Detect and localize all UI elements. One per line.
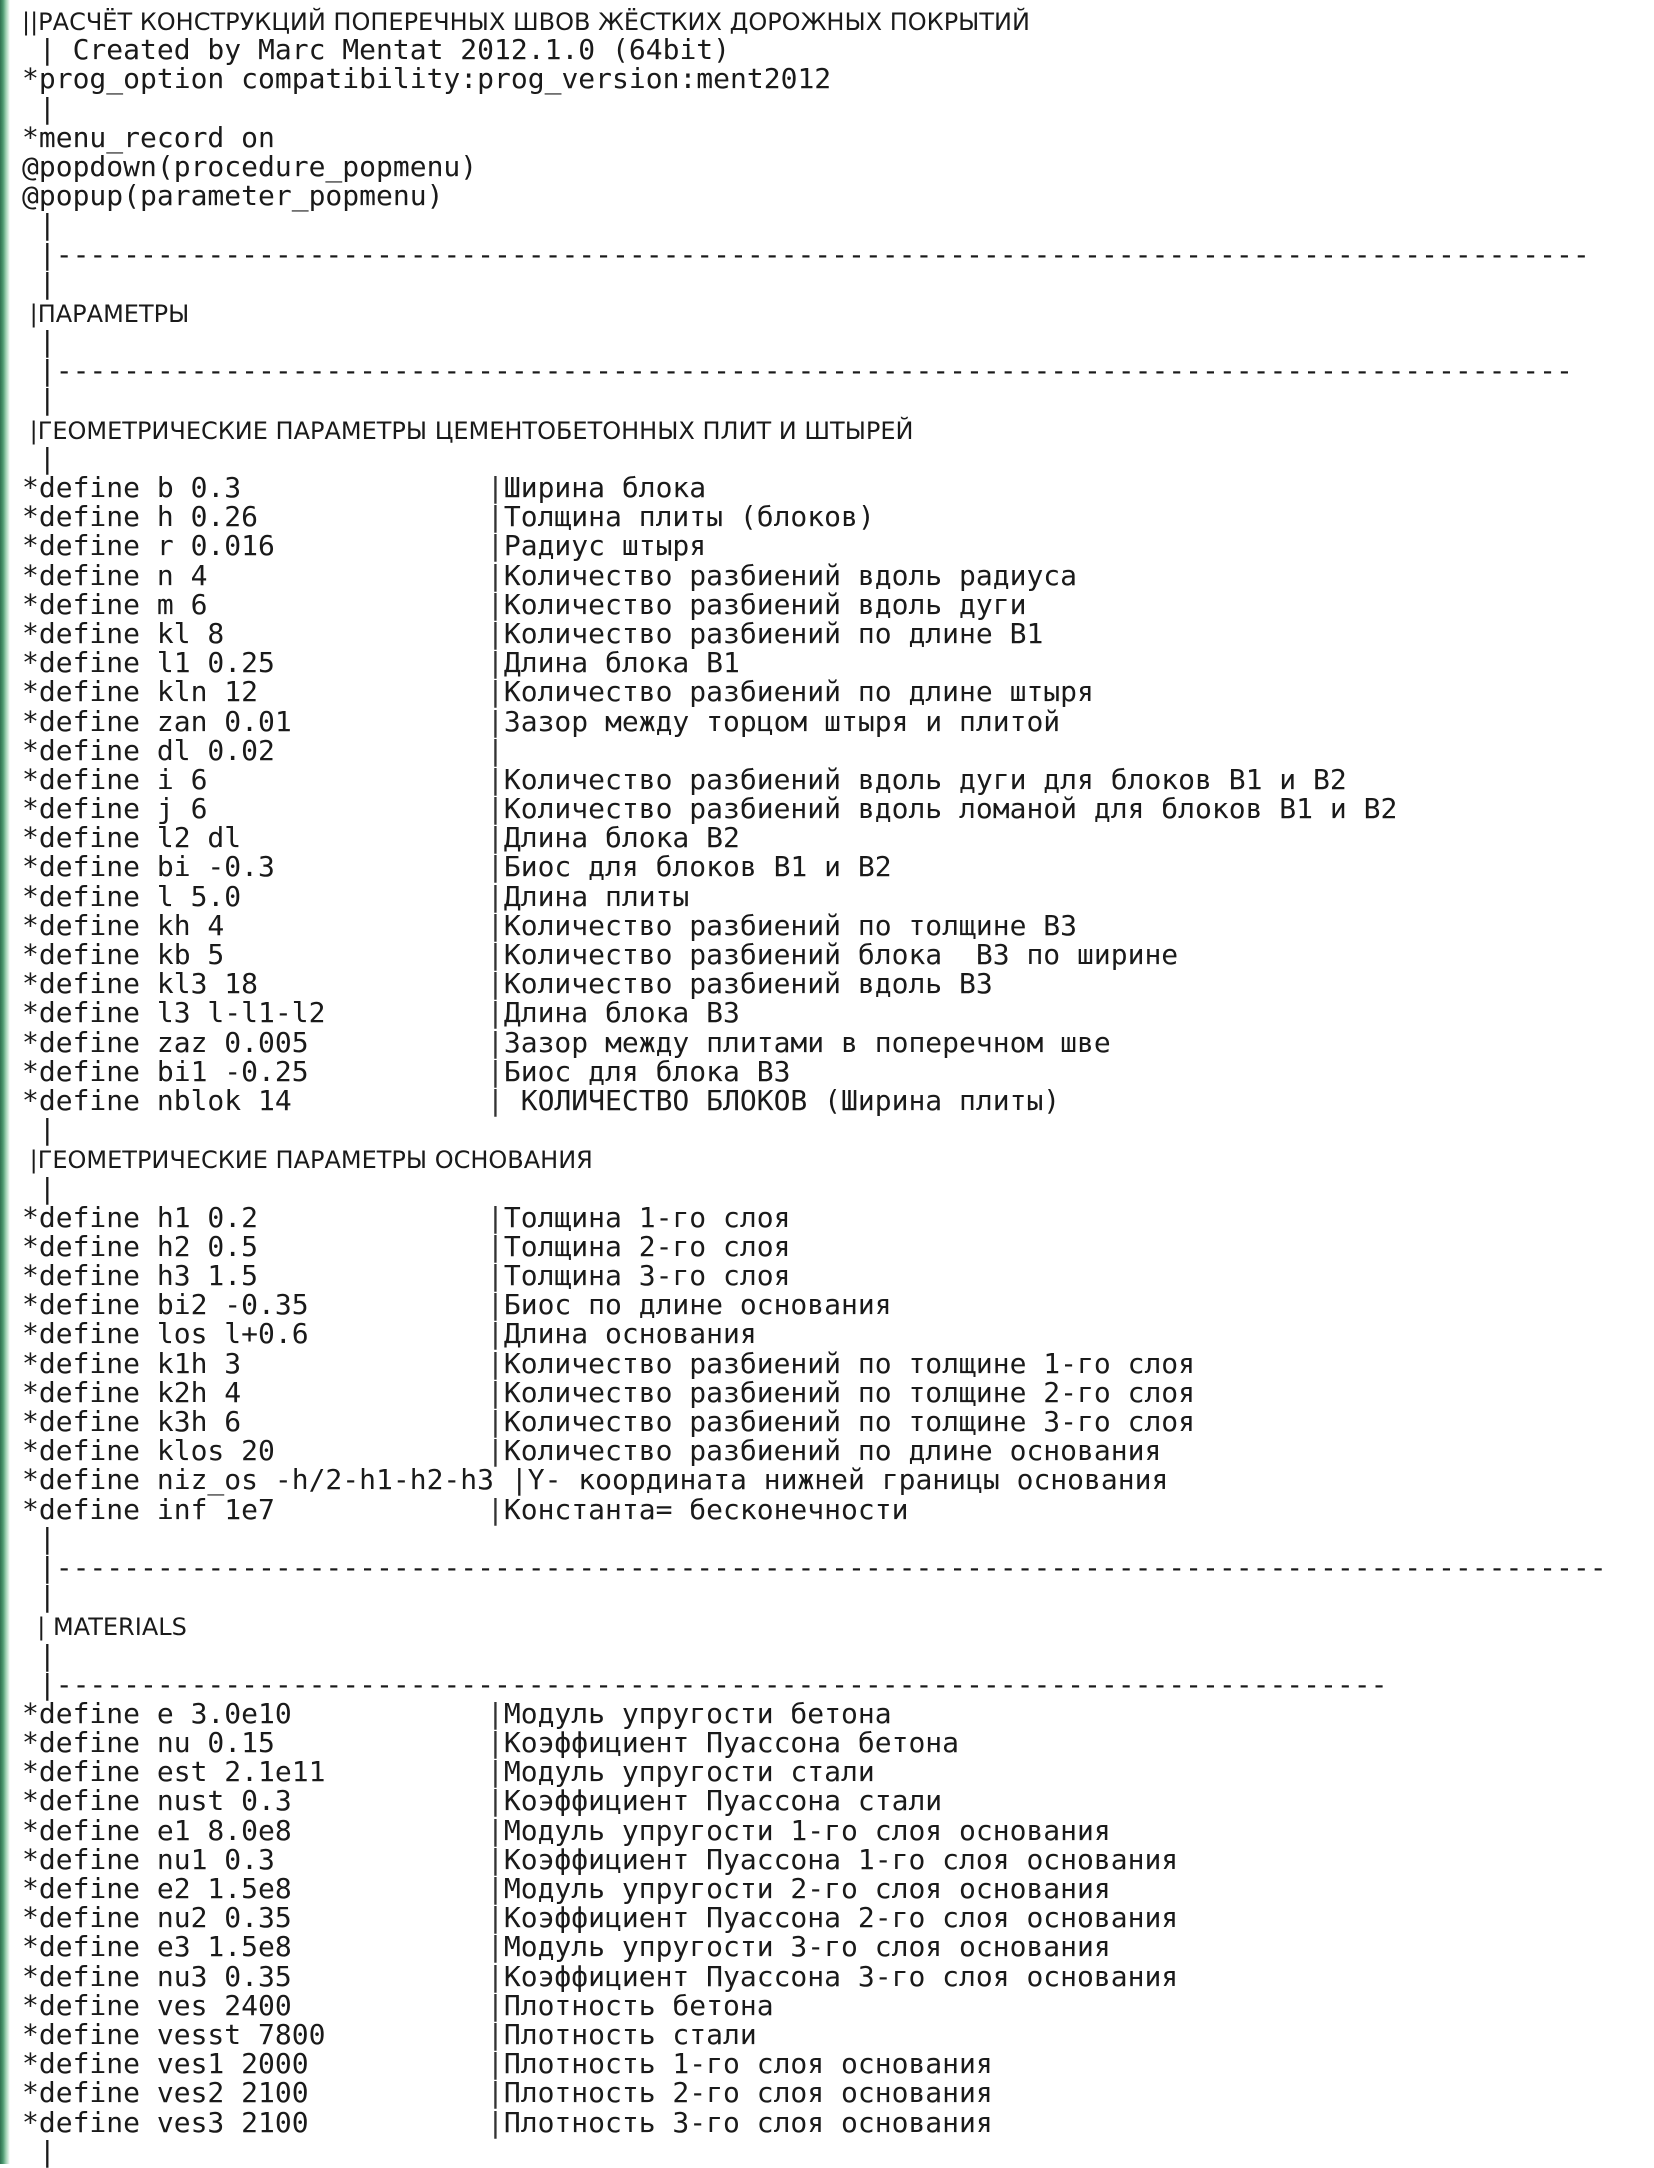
define-statement: *define nu3 0.35 <box>22 1959 292 1993</box>
code-line[interactable] <box>22 1229 1642 1263</box>
line-text: | <box>22 91 56 125</box>
line-comment: Коэффициент Пуассона 2-го слоя основания <box>503 1901 1179 1935</box>
code-line[interactable] <box>22 2105 1642 2139</box>
code-line[interactable] <box>22 1784 1642 1818</box>
define-statement: *define zaz 0.005 <box>22 1025 309 1059</box>
comment-separator: | <box>487 1901 504 1935</box>
code-line[interactable] <box>22 908 1642 942</box>
section-header: |ГЕОМЕТРИЧЕСКИЕ ПАРАМЕТРЫ ЦЕМЕНТОБЕТОННЫХ ПЛИТ И ШТЫРЕЙ <box>22 416 914 445</box>
define-statement: *define j 6 <box>22 792 208 826</box>
code-line[interactable] <box>22 821 1642 855</box>
comment-separator: | <box>487 558 504 592</box>
code-line[interactable] <box>22 762 1642 796</box>
code-line[interactable] <box>22 1696 1642 1730</box>
comment-separator: | <box>487 646 504 680</box>
line-comment: Количество разбиений вдоль радиуса <box>503 558 1078 592</box>
define-statement: *define kl3 18 <box>22 967 259 1001</box>
line-text: |------------------------------------------------------------------------------------------- <box>22 237 1590 271</box>
code-line[interactable] <box>22 2134 1642 2168</box>
comment-separator: | <box>487 792 504 826</box>
code-line[interactable] <box>22 1842 1642 1876</box>
comment-separator: | <box>487 1346 504 1380</box>
code-line[interactable] <box>22 646 1642 680</box>
define-statement: *define e3 1.5e8 <box>22 1930 292 1964</box>
line-comment: Коэффициент Пуассона стали <box>503 1784 943 1818</box>
line-text: | <box>22 1113 56 1147</box>
code-line[interactable] <box>22 733 1642 767</box>
line-comment: Длина блока B1 <box>503 646 740 680</box>
comment-separator: | <box>487 704 504 738</box>
comment-separator: | <box>487 2017 504 2051</box>
line-comment: Биос для блока B3 <box>503 1054 791 1088</box>
define-statement: *define h2 0.5 <box>22 1229 259 1263</box>
line-comment: Количество разбиений по толщине 1-го слоя <box>503 1346 1196 1380</box>
code-line[interactable] <box>22 1755 1642 1789</box>
line-comment: Толщина 3-го слоя <box>503 1259 791 1293</box>
define-statement: *define e1 8.0e8 <box>22 1813 292 1847</box>
define-statement: *define e2 1.5e8 <box>22 1872 292 1905</box>
line-comment: Количество разбиений вдоль дуги для блоков B1 и B2 <box>503 762 1347 796</box>
comment-separator: | <box>487 908 504 942</box>
line-comment: Количество разбиений вдоль B3 <box>503 967 993 1001</box>
define-statement: *define k2h 4 <box>22 1375 242 1409</box>
define-statement: *define dl 0.02 <box>22 733 275 767</box>
define-statement: *define ves2 2100 <box>22 2076 309 2110</box>
comment-separator: | <box>487 733 504 767</box>
line-comment: Радиус штыря <box>503 529 707 563</box>
line-comment: Зазор между плитами в поперечном шве <box>503 1025 1111 1059</box>
comment-separator: | <box>487 1726 504 1760</box>
code-line[interactable] <box>22 1259 1642 1293</box>
comment-separator: | <box>487 1375 504 1409</box>
comment-separator: | <box>487 996 504 1030</box>
comment-separator: | <box>487 879 504 913</box>
comment-separator: | <box>487 821 504 855</box>
code-line[interactable] <box>22 149 1642 183</box>
define-statement: *define k3h 6 <box>22 1405 242 1438</box>
code-line[interactable] <box>22 1113 1642 1147</box>
code-line[interactable] <box>22 792 1642 826</box>
code-line[interactable] <box>22 237 1642 271</box>
code-line[interactable] <box>22 850 1642 884</box>
line-text: @popup(parameter_popmenu) <box>22 179 444 213</box>
line-text: |------------------------------------------------------------------------------------------ <box>22 354 1573 388</box>
define-statement: *define bi2 -0.35 <box>22 1288 309 1322</box>
line-comment: Модуль упругости 2-го слоя основания <box>503 1872 1111 1905</box>
define-statement: *define nu2 0.35 <box>22 1901 292 1935</box>
code-line[interactable] <box>22 1054 1642 1088</box>
line-comment: Плотность бетона <box>503 1988 774 2022</box>
code-line[interactable] <box>22 1025 1642 1059</box>
line-comment: Коэффициент Пуассона 1-го слоя основания <box>503 1842 1179 1876</box>
define-statement: *define kb 5 <box>22 938 225 971</box>
comment-separator: | <box>487 1930 504 1964</box>
define-statement: *define kln 12 <box>22 675 259 709</box>
line-comment: Количество разбиений по толщине B3 <box>503 908 1078 942</box>
code-line[interactable] <box>22 1521 1642 1555</box>
code-line[interactable] <box>22 298 1642 327</box>
comment-separator: | <box>487 762 504 796</box>
comment-separator: | <box>487 1492 504 1526</box>
comment-separator: | <box>487 1025 504 1059</box>
code-line[interactable] <box>22 62 1642 96</box>
code-line[interactable] <box>22 354 1642 388</box>
code-line[interactable] <box>22 1317 1642 1351</box>
code-line[interactable] <box>22 1930 1642 1964</box>
line-comment: Ширина блока <box>503 471 707 504</box>
code-line[interactable] <box>22 1550 1642 1584</box>
define-statement: *define nu 0.15 <box>22 1726 275 1760</box>
code-line[interactable] <box>22 1144 1642 1173</box>
code-line[interactable] <box>22 1407 1642 1436</box>
define-statement: *define nu1 0.3 <box>22 1842 275 1876</box>
line-text: | <box>22 208 56 242</box>
code-line[interactable] <box>22 1463 1642 1497</box>
code-line[interactable] <box>22 383 1642 417</box>
line-comment: Толщина плиты (блоков) <box>503 500 875 534</box>
code-line[interactable] <box>22 1171 1642 1205</box>
line-comment: Толщина 1-го слоя <box>503 1200 791 1234</box>
line-comment: Длина плиты <box>503 879 690 913</box>
code-line[interactable] <box>22 91 1642 125</box>
define-statement: *define kh 4 <box>22 908 225 942</box>
line-text: *menu_record on <box>22 120 275 154</box>
code-line[interactable] <box>22 1288 1642 1322</box>
define-statement: *define nust 0.3 <box>22 1784 292 1818</box>
code-line[interactable] <box>22 208 1642 242</box>
comment-separator: | <box>487 1842 504 1876</box>
line-comment: Количество разбиений блока B3 по ширине <box>503 938 1179 971</box>
code-line[interactable] <box>22 325 1642 359</box>
code-line[interactable] <box>22 1726 1642 1760</box>
define-statement: *define m 6 <box>22 587 208 621</box>
line-comment: Константа= бесконечности <box>503 1492 909 1526</box>
comment-separator: | <box>487 1054 504 1088</box>
define-statement: *define ves 2400 <box>22 1988 292 2022</box>
code-line[interactable] <box>22 616 1642 650</box>
define-statement: *define klos 20 <box>22 1434 275 1468</box>
line-comment: Модуль упругости бетона <box>503 1696 892 1730</box>
comment-separator: | <box>487 1229 504 1263</box>
line-comment: Модуль упругости 1-го слоя основания <box>503 1813 1111 1847</box>
comment-separator: | <box>487 850 504 884</box>
line-comment: Модуль упругости 3-го слоя основания <box>503 1930 1111 1964</box>
define-statement: *define l1 0.25 <box>22 646 275 680</box>
line-text: | <box>22 1638 56 1672</box>
define-statement: *define e 3.0e10 <box>22 1696 292 1730</box>
line-comment: Количество разбиений по длине основания <box>503 1434 1162 1468</box>
define-statement: *define h3 1.5 <box>22 1259 259 1293</box>
define-statement: *define ves1 2000 <box>22 2047 309 2081</box>
comment-separator: | <box>487 2076 504 2110</box>
define-statement: *define k1h 3 <box>22 1346 242 1380</box>
code-line[interactable] <box>22 1813 1642 1847</box>
define-statement: *define nblok 14 <box>22 1083 292 1117</box>
code-line[interactable] <box>22 940 1642 969</box>
define-statement: *define ves3 2100 <box>22 2105 309 2139</box>
line-text: | <box>22 383 56 417</box>
section-header: | MATERIALS <box>22 1613 187 1642</box>
line-comment: Количество разбиений по длине штыря <box>503 675 1094 709</box>
line-text: | <box>22 2134 56 2168</box>
code-line[interactable] <box>22 558 1642 592</box>
comment-separator: | <box>487 1200 504 1234</box>
section-header: |ГЕОМЕТРИЧЕСКИЕ ПАРАМЕТРЫ ОСНОВАНИЯ <box>22 1146 593 1175</box>
comment-separator: | <box>487 1434 504 1468</box>
line-text: *define niz_os -h/2-h1-h2-h3 |Y- координата нижней границы основания <box>22 1463 1169 1497</box>
line-comment: Количество разбиений по толщине 2-го слоя <box>503 1375 1196 1409</box>
comment-separator: | <box>487 1988 504 2022</box>
line-text: | <box>22 1171 56 1205</box>
line-comment: Количество разбиений вдоль дуги <box>503 587 1027 621</box>
code-line[interactable] <box>22 1375 1642 1409</box>
line-comment: Биос по длине основания <box>503 1288 892 1322</box>
define-statement: *define inf 1e7 <box>22 1492 275 1526</box>
code-line[interactable] <box>22 1346 1642 1380</box>
code-line[interactable] <box>22 529 1642 563</box>
comment-separator: | <box>487 1083 504 1117</box>
code-line[interactable] <box>22 1492 1642 1526</box>
comment-separator: | <box>487 1755 504 1789</box>
line-comment: Толщина 2-го слоя <box>503 1229 791 1263</box>
define-statement: *define h1 0.2 <box>22 1200 259 1234</box>
comment-separator: | <box>487 529 504 563</box>
code-line[interactable] <box>22 6 1642 35</box>
line-text: |------------------------------------------------------------------------------- <box>22 1667 1388 1701</box>
line-comment: Плотность стали <box>503 2017 757 2051</box>
comment-separator: | <box>487 1405 504 1438</box>
code-line[interactable] <box>22 266 1642 300</box>
comment-separator: | <box>487 1288 504 1322</box>
comment-separator: | <box>487 1317 504 1351</box>
code-line[interactable] <box>22 473 1642 502</box>
line-comment: Коэффициент Пуассона 3-го слоя основания <box>503 1959 1179 1993</box>
define-statement: *define n 4 <box>22 558 208 592</box>
comment-separator: | <box>487 938 504 971</box>
line-comment: Зазор между торцом штыря и плитой <box>503 704 1061 738</box>
line-comment: Количество разбиений вдоль ломаной для блоков B1 и B2 <box>503 792 1398 826</box>
code-line[interactable] <box>22 2076 1642 2110</box>
comment-separator: | <box>487 967 504 1001</box>
define-statement: *define i 6 <box>22 762 208 796</box>
code-line[interactable] <box>22 1580 1642 1614</box>
comment-separator: | <box>487 587 504 621</box>
code-line[interactable] <box>22 996 1642 1030</box>
comment-separator: | <box>487 471 504 504</box>
code-line[interactable] <box>22 120 1642 154</box>
define-statement: *define l2 dl <box>22 821 242 855</box>
code-line[interactable] <box>22 1988 1642 2022</box>
define-statement: *define los l+0.6 <box>22 1317 309 1351</box>
comment-separator: | <box>487 2047 504 2081</box>
code-line[interactable] <box>22 33 1642 67</box>
code-line[interactable] <box>22 415 1642 444</box>
line-text: |-------------------------------------------------------------------------------------------- <box>22 1550 1607 1584</box>
code-line[interactable] <box>22 2017 1642 2051</box>
code-line[interactable] <box>22 675 1642 709</box>
line-comment: Длина блока B3 <box>503 996 740 1030</box>
line-comment: Длина блока B2 <box>503 821 740 855</box>
define-statement: *define vesst 7800 <box>22 2017 326 2051</box>
line-comment: Длина основания <box>503 1317 757 1351</box>
comment-separator: | <box>487 2105 504 2139</box>
define-statement: *define h 0.26 <box>22 500 259 534</box>
line-comment: Количество разбиений по длине B1 <box>503 616 1044 650</box>
comment-separator: | <box>487 500 504 534</box>
comment-separator: | <box>487 1259 504 1293</box>
line-text: | Created by Marc Mentat 2012.1.0 (64bit) <box>22 33 731 67</box>
line-text: | <box>22 266 56 300</box>
define-statement: *define l3 l-l1-l2 <box>22 996 326 1030</box>
line-comment: КОЛИЧЕСТВО БЛОКОВ (Ширина плиты) <box>503 1083 1061 1117</box>
code-line[interactable] <box>22 704 1642 738</box>
code-line[interactable] <box>22 2047 1642 2081</box>
line-comment: Количество разбиений по толщине 3-го слоя <box>503 1405 1196 1438</box>
code-line[interactable] <box>22 1667 1642 1701</box>
define-statement: *define bi1 -0.25 <box>22 1054 309 1088</box>
line-comment: Биос для блоков B1 и B2 <box>503 850 892 884</box>
line-text: @popdown(procedure_popmenu) <box>22 149 478 183</box>
line-text: *prog_option compatibility:prog_version:ment2012 <box>22 62 832 96</box>
define-statement: *define l 5.0 <box>22 879 242 913</box>
code-line[interactable] <box>22 1901 1642 1935</box>
code-line[interactable] <box>22 1638 1642 1672</box>
code-line[interactable] <box>22 1611 1642 1640</box>
define-statement: *define est 2.1e11 <box>22 1755 326 1789</box>
line-comment: Плотность 3-го слоя основания <box>503 2105 993 2139</box>
comment-separator: | <box>487 1696 504 1730</box>
define-statement: *define bi -0.3 <box>22 850 275 884</box>
comment-separator: | <box>487 1872 504 1905</box>
code-line[interactable] <box>22 587 1642 621</box>
line-text: | <box>22 325 56 359</box>
comment-separator: | <box>487 1784 504 1818</box>
define-statement: *define b 0.3 <box>22 471 242 504</box>
code-line[interactable] <box>22 1959 1642 1993</box>
code-line[interactable] <box>22 1083 1642 1117</box>
line-text: | <box>22 1580 56 1614</box>
line-comment: Коэффициент Пуассона бетона <box>503 1726 960 1760</box>
line-comment: Плотность 2-го слоя основания <box>503 2076 993 2110</box>
define-statement: *define r 0.016 <box>22 529 275 563</box>
define-statement: *define zan 0.01 <box>22 704 292 738</box>
line-text: | <box>22 1521 56 1555</box>
define-statement: *define kl 8 <box>22 616 225 650</box>
code-line[interactable] <box>22 441 1642 475</box>
section-header: ||РАСЧЁТ КОНСТРУКЦИЙ ПОПЕРЕЧНЫХ ШВОВ ЖЁСТКИХ ДОРОЖНЫХ ПОКРЫТИЙ <box>22 8 1030 36</box>
line-text: | <box>22 441 56 475</box>
code-line[interactable] <box>22 1434 1642 1468</box>
code-line[interactable] <box>22 1200 1642 1234</box>
comment-separator: | <box>487 1959 504 1993</box>
code-line[interactable] <box>22 879 1642 913</box>
comment-separator: | <box>487 1813 504 1847</box>
section-header: |ПАРАМЕТРЫ <box>22 299 190 328</box>
code-line[interactable] <box>22 179 1642 213</box>
comment-separator: | <box>487 675 504 709</box>
comment-separator: | <box>487 616 504 650</box>
line-comment: Модуль упругости стали <box>503 1755 875 1789</box>
code-line[interactable] <box>22 1874 1642 1903</box>
code-editor[interactable] <box>22 6 1642 2168</box>
code-line[interactable] <box>22 500 1642 534</box>
code-line[interactable] <box>22 967 1642 1001</box>
editor-gutter <box>0 0 10 2164</box>
line-comment: Плотность 1-го слоя основания <box>503 2047 993 2081</box>
